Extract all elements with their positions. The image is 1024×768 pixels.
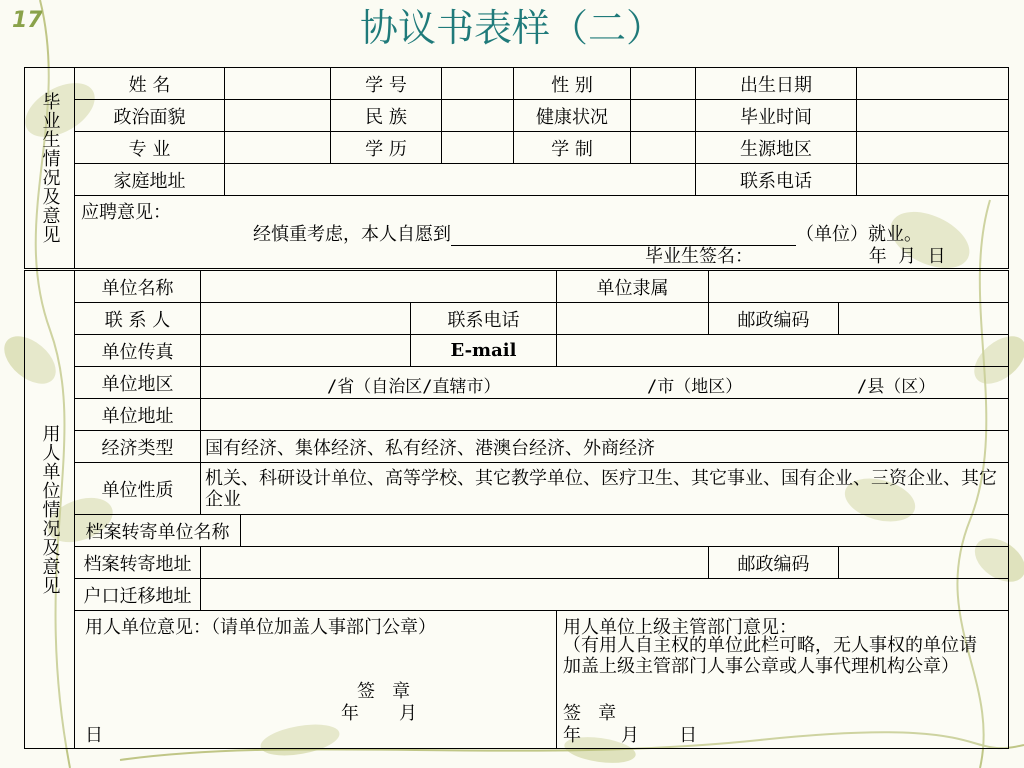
ethnicity-label: 民 族 <box>331 100 442 132</box>
graduate-section-label: 毕业生情况及意见 <box>25 68 75 269</box>
study-length-field[interactable] <box>631 132 696 164</box>
archive-address-field[interactable] <box>201 547 709 579</box>
unit-phone-label: 联系电话 <box>411 303 557 335</box>
unit-address-label: 单位地址 <box>75 399 201 431</box>
major-field[interactable] <box>225 132 331 164</box>
unit-opinion-cell[interactable] <box>75 611 557 749</box>
origin-region-label: 生源地区 <box>696 132 857 164</box>
unit-postcode-label: 邮政编码 <box>709 303 839 335</box>
graduate-signature-label: 毕业生签名： <box>645 246 753 267</box>
application-opinion-label: 应聘意见： <box>81 202 171 223</box>
contact-person-label: 联 系 人 <box>75 303 201 335</box>
education-label: 学 历 <box>331 132 442 164</box>
supervisor-seal-label: 签 章 <box>563 703 617 724</box>
graduation-time-label: 毕业时间 <box>696 100 857 132</box>
graduate-signature-line <box>645 242 946 268</box>
gender-field[interactable] <box>631 68 696 100</box>
graduate-section-table <box>24 67 1009 269</box>
email-field[interactable] <box>557 335 1009 367</box>
name-label: 姓 名 <box>75 68 225 100</box>
supervisor-note: （有用人自主权的单位此栏可略，无人事权的单位请加盖上级主管部门人事公章或人事代理机构公章） <box>563 635 977 677</box>
birth-date-label: 出生日期 <box>696 68 857 100</box>
supervisor-opinion-label: 用人单位上级主管部门意见： <box>563 617 797 638</box>
employer-section-label: 用人单位情况及意见 <box>25 271 75 749</box>
unit-phone-field[interactable] <box>557 303 709 335</box>
page-number: 17 <box>12 8 43 33</box>
unit-region-label: 单位地区 <box>75 367 201 399</box>
graduate-phone-label: 联系电话 <box>696 164 857 196</box>
health-label: 健康状况 <box>514 100 631 132</box>
hukou-address-field[interactable] <box>201 579 1009 611</box>
unit-region-field[interactable] <box>201 367 1009 399</box>
hukou-address-label: 户口迁移地址 <box>75 579 201 611</box>
birth-date-field[interactable] <box>857 68 1009 100</box>
unit-nature-label: 单位性质 <box>75 463 201 515</box>
name-field[interactable] <box>225 68 331 100</box>
health-field[interactable] <box>631 100 696 132</box>
province-text: /省（自治区/直辖市） <box>327 377 501 397</box>
employer-section-table <box>24 270 1009 749</box>
supervisor-opinion-cell[interactable] <box>557 611 1009 749</box>
unit-affiliation-field[interactable] <box>709 271 1009 303</box>
student-id-label: 学 号 <box>331 68 442 100</box>
statement-suffix: （单位）就业。 <box>796 224 922 245</box>
graduation-time-field[interactable] <box>857 100 1009 132</box>
political-status-field[interactable] <box>225 100 331 132</box>
county-text: /县（区） <box>857 377 936 397</box>
economy-type-options: 国有经济、集体经济、私有经济、港澳台经济、外商经济 <box>201 431 1009 463</box>
education-field[interactable] <box>442 132 514 164</box>
unit-date-year-month: 年 月 <box>341 703 418 724</box>
archive-unit-label: 档案转寄单位名称 <box>75 515 241 547</box>
unit-fax-field[interactable] <box>201 335 411 367</box>
origin-region-field[interactable] <box>857 132 1009 164</box>
unit-opinion-label: 用人单位意见：（请单位加盖人事部门公章） <box>85 617 436 638</box>
political-status-label: 政治面貌 <box>75 100 225 132</box>
unit-address-field[interactable] <box>201 399 1009 431</box>
email-label: E-mail <box>411 335 557 367</box>
archive-unit-field[interactable] <box>241 515 1009 547</box>
archive-address-label: 档案转寄地址 <box>75 547 201 579</box>
home-address-label: 家庭地址 <box>75 164 225 196</box>
page-title: 协议书表样（二） <box>359 6 664 50</box>
unit-nature-options: 机关、科研设计单位、高等学校、其它教学单位、医疗卫生、其它事业、国有企业、三资企业、其它企业 <box>201 463 1009 515</box>
home-address-field[interactable] <box>225 164 696 196</box>
statement-prefix: 经慎重考虑，本人自愿到 <box>253 224 451 245</box>
gender-label: 性 别 <box>514 68 631 100</box>
unit-seal-label: 签 章 <box>357 681 411 702</box>
contact-person-field[interactable] <box>201 303 411 335</box>
unit-date-day: 日 <box>85 725 103 746</box>
ethnicity-field[interactable] <box>442 100 514 132</box>
unit-fax-label: 单位传真 <box>75 335 201 367</box>
graduate-signature-date: 年 月 日 <box>868 246 946 267</box>
unit-affiliation-label: 单位隶属 <box>557 271 709 303</box>
archive-postcode-field[interactable] <box>839 547 1009 579</box>
archive-postcode-label: 邮政编码 <box>709 547 839 579</box>
economy-type-label: 经济类型 <box>75 431 201 463</box>
unit-name-field[interactable] <box>201 271 557 303</box>
unit-name-label: 单位名称 <box>75 271 201 303</box>
supervisor-date: 年 月 日 <box>563 725 698 746</box>
graduate-phone-field[interactable] <box>857 164 1009 196</box>
application-opinion-cell <box>75 196 1009 269</box>
study-length-label: 学 制 <box>514 132 631 164</box>
student-id-field[interactable] <box>442 68 514 100</box>
major-label: 专 业 <box>75 132 225 164</box>
unit-postcode-field[interactable] <box>839 303 1009 335</box>
city-text: /市（地区） <box>647 377 743 397</box>
